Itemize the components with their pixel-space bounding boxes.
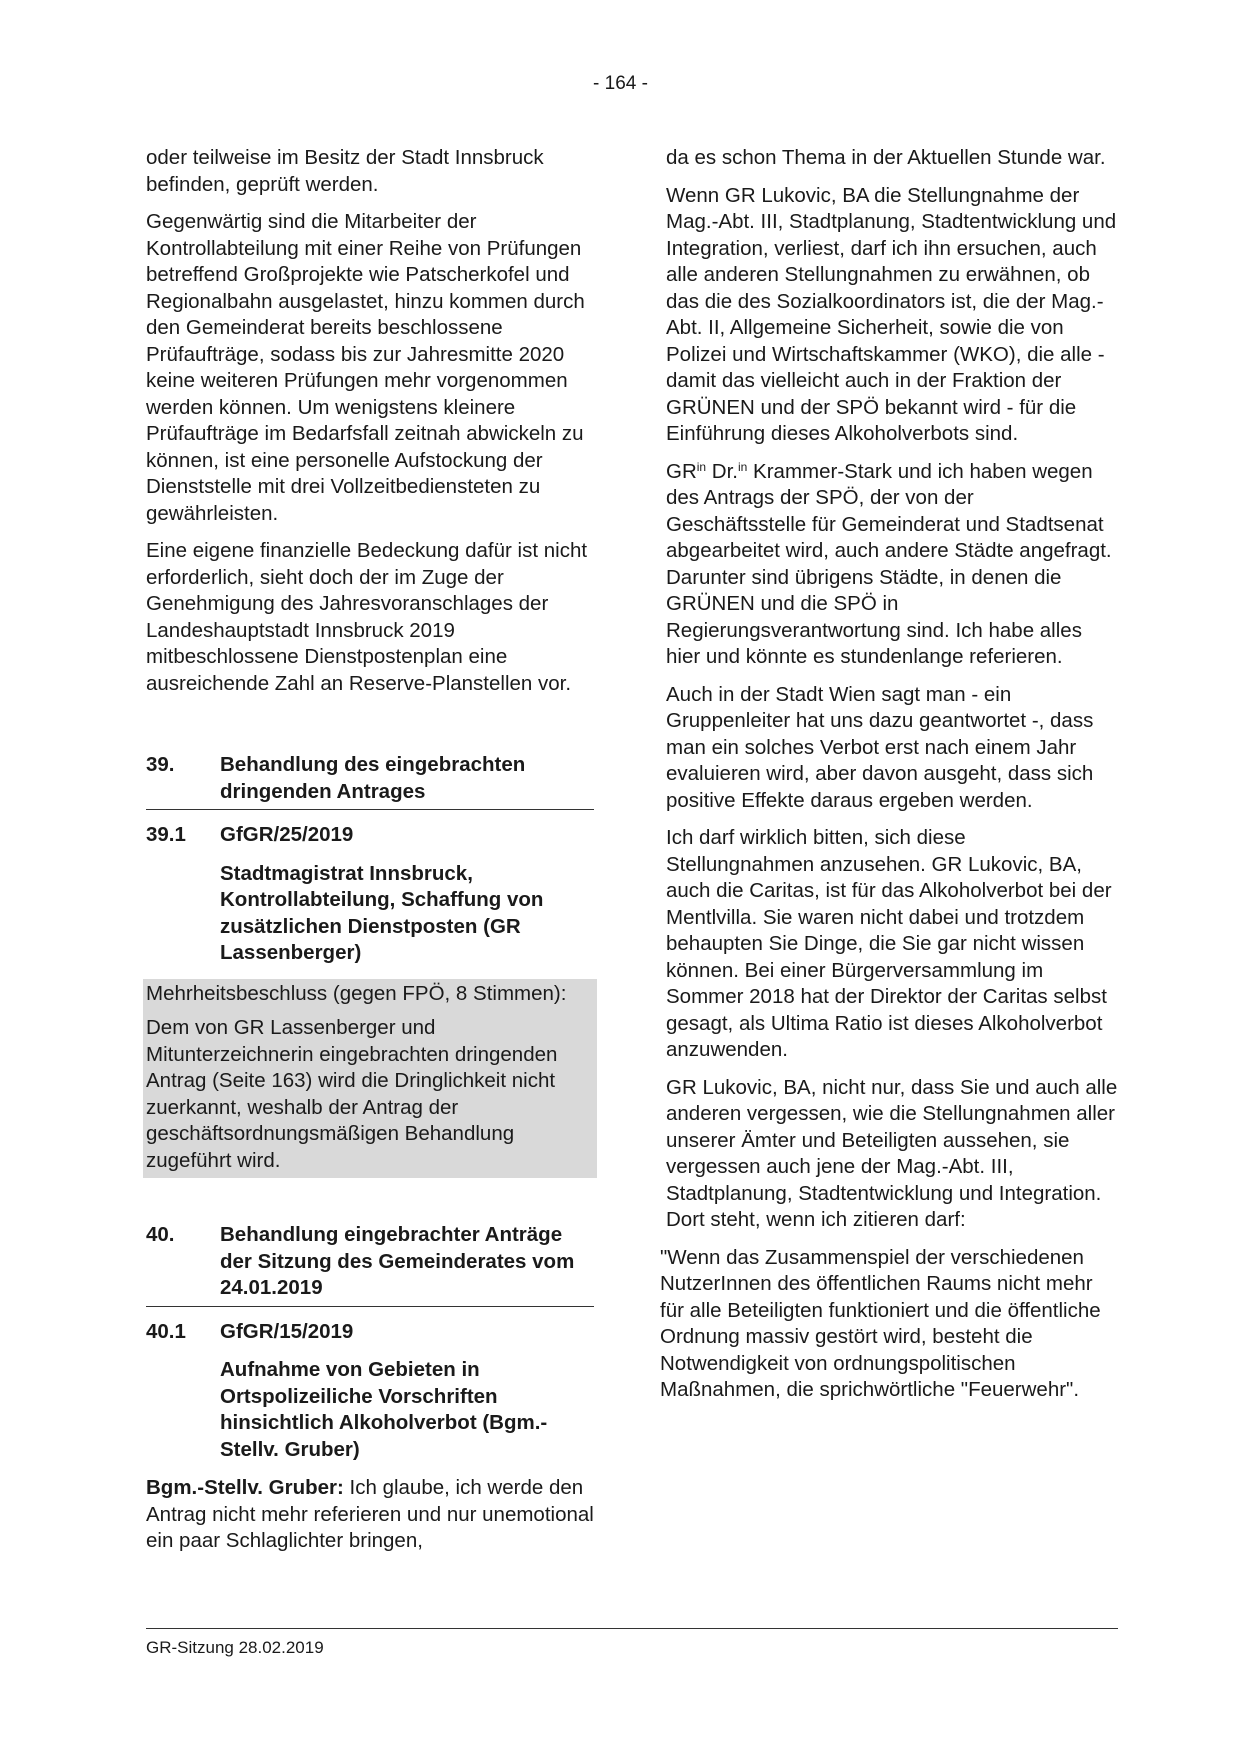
title-gr: GR <box>666 459 697 483</box>
speech-text: Ich glaube, ich werde den Antrag nicht mehr referieren und nur unemotional ein paar Schlaglichter bringen, <box>146 1476 594 1552</box>
section-title: Behandlung eingebrachter Anträge der Sitzung des Gemeinderates vom 24.01.2019 <box>220 1223 575 1299</box>
page-number: - 164 - <box>593 73 648 94</box>
footer-divider <box>146 1628 1118 1629</box>
speaker-name: Bgm.-Stellv. Gruber: <box>146 1476 344 1499</box>
resolution-vote: Mehrheitsbeschluss (gegen FPÖ, 8 Stimmen): <box>146 981 567 1005</box>
paragraph: Wenn GR Lukovic, BA die Stellungnahme der Mag.-Abt. III, Stadtplanung, Stadtentwicklung und Integration, verliest, darf ich ihn ersuchen, auch alle anderen Stellungnahmen zu erwähnen, ob das die des Sozialkoordinators ist, die der Mag.-Abt. II, Allgemeine Sicherheit, sowie die von Polizei und Wirtschaftskammer (WKO), die alle - damit das vielleicht auch in der Fraktion der GRÜNEN und der SPÖ bekannt wird - für die Einführung dieses Alkoholverbots sind. <box>666 183 1117 445</box>
paragraph: da es schon Thema in der Aktuellen Stunde war. <box>666 146 1106 169</box>
paragraph <box>666 459 1118 671</box>
speech-paragraph <box>146 1475 594 1555</box>
subsection-heading-39-1 <box>146 822 594 849</box>
subsection-description: Stadtmagistrat Innsbruck, Kontrollabteilung, Schaffung von zusätzlichen Dienstposten (GR Lassenberger) <box>220 861 544 964</box>
title-dr: Dr. <box>711 459 738 483</box>
left-column <box>146 145 594 1566</box>
title-dr-sup: in <box>738 459 748 474</box>
section-heading-40 <box>146 1222 594 1307</box>
subsection-number: 40.1 <box>146 1319 186 1343</box>
paragraph: Auch in der Stadt Wien sagt man - ein Gruppenleiter hat uns dazu geantwortet -, dass man ein solches Verbot erst nach einem Jahr evaluieren wird, aber davon ausgeht, dass sich positive Effekte daraus ergeben werden. <box>666 682 1094 812</box>
right-column <box>660 145 1118 1415</box>
footer-session-date: GR-Sitzung 28.02.2019 <box>146 1638 324 1657</box>
subsection-description: Aufnahme von Gebieten in Ortspolizeiliche Vorschriften hinsichtlich Alkoholverbot (Bgm.-Stellv. Gruber) <box>220 1358 548 1461</box>
subsection-number: 39.1 <box>146 823 186 846</box>
subsection-heading-40-1 <box>146 1319 594 1346</box>
paragraph: Gegenwärtig sind die Mitarbeiter der Kontrollabteilung mit einer Reihe von Prüfungen betreffend Großprojekte wie Patscherkofel und Regionalbahn ausgelastet, hinzu kommen durch den Gemeinderat bereits beschlossene Prüfaufträge, sodass bis zur Jahresmitte 2020 keine weiteren Prüfungen mehr vorgenommen werden können. Um wenigstens kleinere Prüfaufträge im Bedarfsfall zeitnah abwickeln zu können, ist eine personelle Aufstockung der Dienststelle mit drei Vollzeitbediensteten zu gewährleisten. <box>146 210 585 525</box>
subsection-code: GfGR/15/2019 <box>220 1319 354 1343</box>
paragraph: oder teilweise im Besitz der Stadt Innsbruck befinden, geprüft werden. <box>146 146 544 196</box>
resolution-box <box>143 979 597 1179</box>
section-number: 40. <box>146 1223 175 1246</box>
paragraph: Ich darf wirklich bitten, sich diese Stellungnahmen anzusehen. GR Lukovic, BA, auch die Caritas, ist für das Alkoholverbot bei der Mentlvilla. Sie waren nicht dabei und trotzdem behaupten Sie Dinge, die Sie gar nicht wissen können. Bei einer Bürgerversammlung im Sommer 2018 hat der Direktor der Caritas selbst gesagt, als Ultima Ratio ist dieses Alkoholverbot anzuwenden. <box>666 826 1112 1061</box>
section-title: Behandlung des eingebrachten dringenden Antrages <box>220 753 526 803</box>
paragraph-text: Krammer-Stark und ich haben wegen des Antrags der SPÖ, der von der Geschäftsstelle für Gemeinderat und Stadtsenat abgearbeitet wird, auch andere Städte angefragt. Darunter sind übrigens Städte, in denen die GRÜNEN und die SPÖ in Regierungsverantwortung sind. Ich habe alles hier und könnte es stundenlange referieren. <box>666 459 1112 668</box>
section-number: 39. <box>146 753 175 776</box>
section-heading-39 <box>146 752 594 810</box>
resolution-text: Dem von GR Lassenberger und Mitunterzeichnerin eingebrachten dringenden Antrag (Seite 163) wird die Dringlichkeit nicht zuerkannt, weshalb der Antrag der geschäftsordnungsmäßigen Behandlung zugeführt wird. <box>146 1016 558 1172</box>
title-gr-sup: in <box>696 459 707 474</box>
subsection-code: GfGR/25/2019 <box>220 823 354 846</box>
paragraph: Eine eigene finanzielle Bedeckung dafür ist nicht erforderlich, sieht doch der im Zuge der Genehmigung des Jahresvoranschlages der Landeshauptstadt Innsbruck 2019 mitbeschlossene Dienstpostenplan eine ausreichende Zahl an Reserve-Planstellen vor. <box>146 539 588 695</box>
paragraph: GR Lukovic, BA, nicht nur, dass Sie und auch alle anderen vergessen, wie die Stellungnahmen aller unserer Ämter und Beteiligten aussehen, sie vergessen auch jene der Mag.-Abt. III, Stadtplanung, Stadtentwicklung und Integration. Dort steht, wenn ich zitieren darf: <box>666 1075 1118 1231</box>
quotation: "Wenn das Zusammenspiel der verschiedenen NutzerInnen des öffentlichen Raums nicht mehr für alle Beteiligten funktioniert und die öffentliche Ordnung massiv gestört wird, besteht die Notwendigkeit von ordnungspolitischen Maßnahmen, die sprichwörtliche "Feuerwehr". <box>660 1245 1101 1401</box>
